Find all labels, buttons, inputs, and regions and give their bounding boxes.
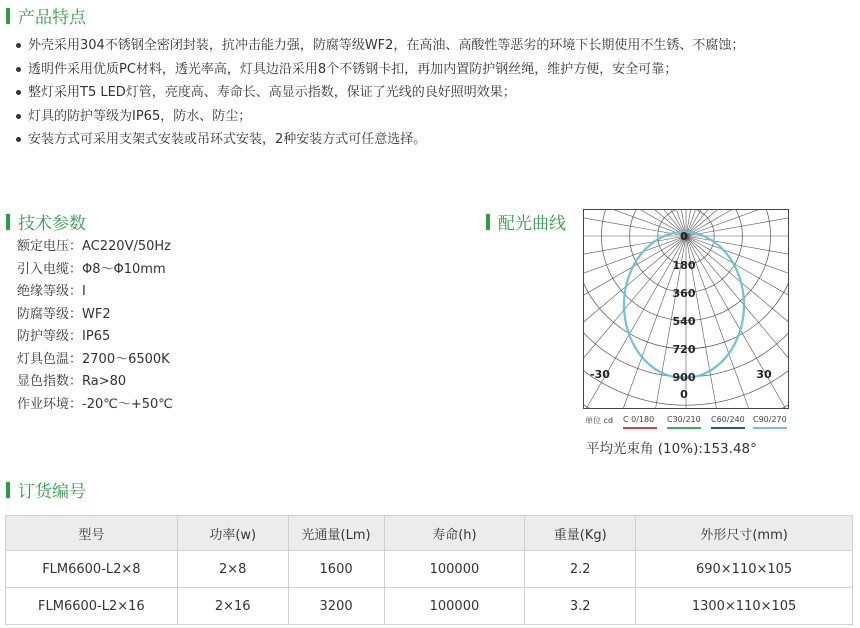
- bullet-icon: [16, 90, 21, 95]
- features-list: [16, 34, 846, 152]
- title-bar-icon: [6, 214, 10, 230]
- radial-label: 900: [672, 371, 696, 384]
- legend-line: [623, 427, 657, 429]
- param-label: 防护等级：: [17, 329, 83, 344]
- param-label: 额定电压：: [17, 239, 83, 254]
- table-header-cell: 外形尺寸(mm): [636, 516, 853, 551]
- angle-label-right: 30: [756, 368, 772, 381]
- bullet-icon: [16, 43, 21, 48]
- table-cell: 3200: [288, 588, 384, 625]
- feature-item: [16, 34, 846, 58]
- curve-section-title: [486, 209, 566, 234]
- table-header-cell: 光通量(Lm): [288, 516, 384, 551]
- param-value: WF2: [82, 306, 111, 322]
- table-cell: 690×110×105: [636, 551, 853, 588]
- order-section-title: [6, 477, 86, 502]
- param-row: [17, 349, 173, 372]
- table-header-cell: 寿命(h): [384, 516, 525, 551]
- table-header-cell: 型号: [6, 516, 178, 551]
- order-table: [5, 515, 853, 625]
- table-header-cell: 功率(w): [177, 516, 288, 551]
- legend-line: [711, 427, 745, 429]
- title-bar-icon: [6, 482, 10, 498]
- table-cell: 100000: [384, 588, 525, 625]
- table-row: [6, 588, 853, 625]
- param-value: I: [82, 284, 86, 299]
- feature-item: [16, 105, 846, 129]
- table-cell: 1300×110×105: [636, 588, 853, 625]
- feature-text: 外壳采用304不锈钢全密闭封装，抗冲击能力强，防腐等级WF2，在高油、高酸性等恶劣的环境下长期使用不生锈、不腐蚀；: [28, 38, 745, 53]
- radial-label-bottom: 0: [680, 388, 688, 401]
- param-value: IP65: [82, 329, 111, 344]
- param-row: [17, 236, 173, 259]
- table-cell: FLM6600-L2×8: [6, 551, 178, 588]
- features-title-text: 产品特点: [18, 8, 86, 28]
- table-cell: 1600: [288, 551, 384, 588]
- feature-text: 透明件采用优质PC材料，透光率高，灯具边沿采用8个不锈钢卡扣，再加内置防护钢丝绳，维护方便，安全可靠；: [28, 61, 678, 77]
- legend-line: [753, 427, 787, 429]
- bullet-icon: [16, 137, 21, 142]
- param-row: [17, 371, 173, 394]
- title-bar-icon: [486, 214, 490, 230]
- table-row: [6, 551, 853, 588]
- feature-item: [16, 81, 846, 105]
- table-cell: 2.2: [525, 551, 636, 588]
- feature-item: [16, 58, 846, 82]
- param-value: Φ8～Φ10mm: [82, 261, 166, 277]
- legend-line: [667, 427, 701, 429]
- polar-legend: [585, 415, 795, 433]
- radial-label: 540: [672, 315, 696, 328]
- bullet-icon: [16, 114, 21, 119]
- title-bar-icon: [6, 8, 10, 24]
- radial-label: 720: [672, 343, 696, 356]
- table-cell: 2×16: [177, 588, 288, 625]
- legend-item-label: C30/210: [667, 415, 701, 424]
- param-value: Ra>80: [82, 374, 127, 389]
- param-label: 防腐等级：: [17, 306, 83, 322]
- param-value: 2700～6500K: [82, 351, 170, 367]
- features-section-title: [6, 3, 86, 28]
- radial-label: 0: [680, 230, 688, 243]
- param-label: 作业环境：: [17, 396, 83, 412]
- table-cell: 100000: [384, 551, 525, 588]
- param-row: [17, 281, 173, 304]
- table-cell: 2×8: [177, 551, 288, 588]
- radial-label: 360: [672, 287, 696, 300]
- legend-item-label: C60/240: [711, 415, 745, 424]
- table-cell: 3.2: [525, 588, 636, 625]
- polar-curve-diagram: [583, 209, 789, 409]
- angle-label-left: -30: [590, 368, 610, 381]
- param-value: AC220V/50Hz: [82, 239, 171, 254]
- beam-angle-text: 平均光束角 (10%):153.48°: [586, 441, 757, 457]
- param-label: 引入电缆：: [17, 261, 83, 277]
- radial-label: 180: [672, 259, 696, 272]
- param-label: 显色指数：: [17, 374, 83, 389]
- legend-item-label: C 0/180: [623, 415, 655, 424]
- curve-title-text: 配光曲线: [498, 214, 566, 234]
- table-header-cell: 重量(Kg): [525, 516, 636, 551]
- params-list: [17, 236, 173, 416]
- param-row: [17, 326, 173, 349]
- params-title-text: 技术参数: [18, 214, 86, 234]
- order-title-text: 订货编号: [18, 482, 86, 502]
- param-label: 绝缘等级：: [17, 284, 83, 299]
- bullet-icon: [16, 67, 21, 72]
- legend-item-label: C90/270: [753, 415, 787, 424]
- param-label: 灯具色温：: [17, 351, 83, 367]
- params-section-title: [6, 209, 86, 234]
- feature-text: 整灯采用T5 LED灯管，亮度高、寿命长、高显示指数，保证了光线的良好照明效果；: [28, 85, 516, 100]
- legend-unit: 单位 cd: [585, 416, 614, 425]
- param-row: [17, 304, 173, 327]
- feature-item: [16, 128, 846, 152]
- feature-text: 安装方式可采用支架式安装或吊环式安装，2种安装方式可任意选择。: [28, 132, 427, 147]
- table-header-row: [6, 516, 853, 551]
- param-value: -20℃～+50℃: [82, 396, 173, 412]
- param-row: [17, 259, 173, 282]
- feature-text: 灯具的防护等级为IP65，防水、防尘；: [28, 108, 252, 124]
- param-row: [17, 394, 173, 417]
- table-cell: FLM6600-L2×16: [6, 588, 178, 625]
